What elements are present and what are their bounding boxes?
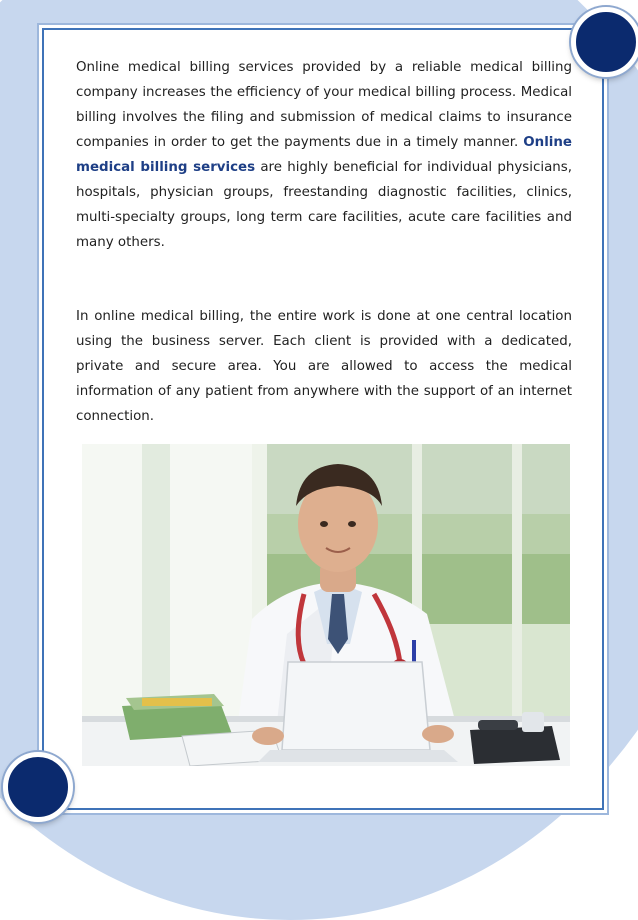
corner-circle-bottom-left (3, 752, 73, 822)
online-medical-billing-link[interactable]: Online medical billing services (76, 135, 572, 175)
doctor-at-laptop-illustration (82, 444, 570, 766)
paragraph-1-text-end: are highly beneficial for individual physicians, hospitals, physician groups, freestanding diagnostic facilities, clinics, multi-specialty groups, long term care facilities, acute care facilities and many others. (76, 160, 572, 250)
paragraph-1-text-start: Online medical billing services provided by a reliable medical billing company increases the efficiency of your medical billing process. Medical billing involves the filing and submission of medical claims to insurance companies in order to get the payments due in a timely manner. (76, 60, 572, 150)
corner-circle-top-right (571, 7, 638, 77)
document-body (76, 55, 572, 429)
page-frame (42, 28, 604, 810)
doctor-photo (82, 444, 570, 766)
paragraph-1 (76, 55, 572, 255)
paragraph-2: In online medical billing, the entire work is done at one central location using the business server. Each client is provided with a dedicated, private and secure area. You are allowed to access the medical information of any patient from anywhere with the support of an internet connection. (76, 309, 572, 424)
